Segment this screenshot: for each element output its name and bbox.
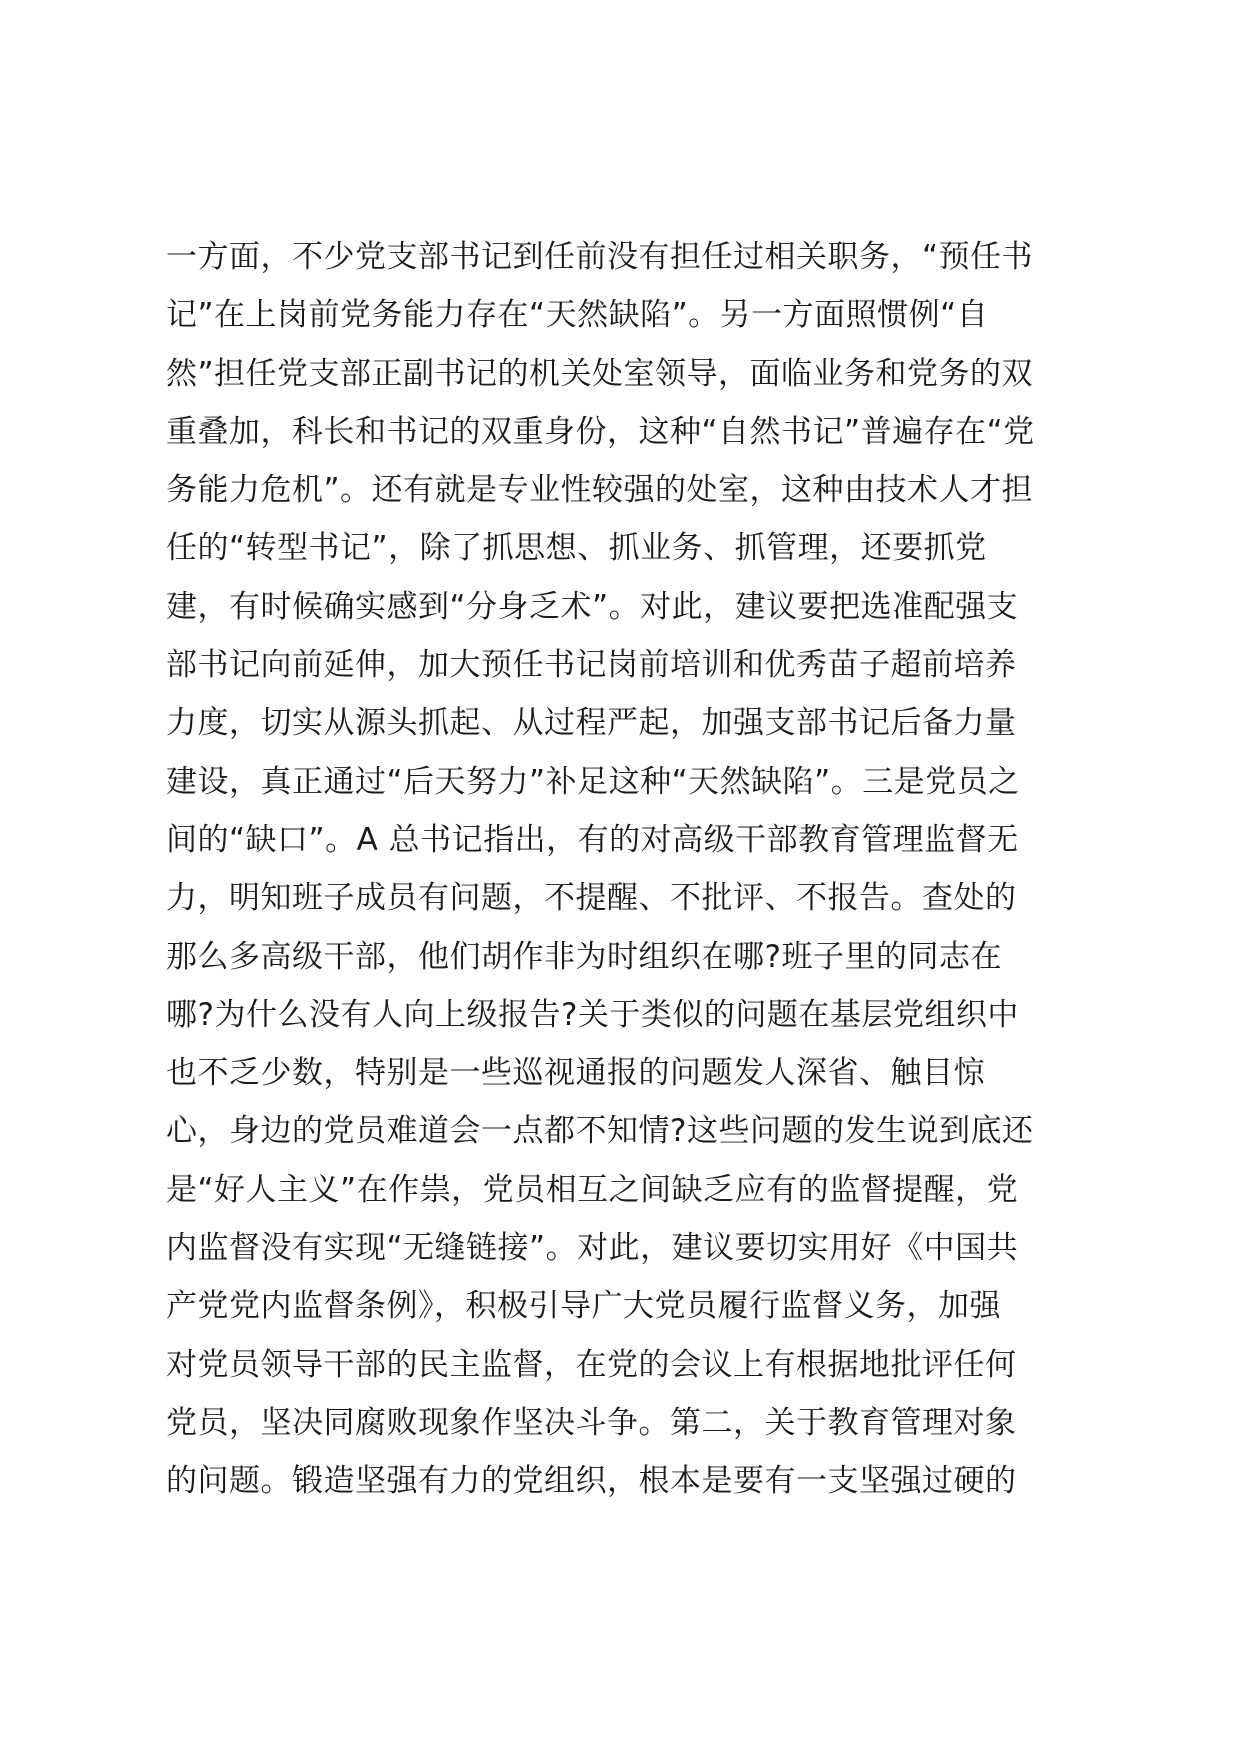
text-line: 重叠加，科长和书记的双重身份，这种“自然书记”普遍存在“党 (166, 413, 1035, 450)
text-line: 一方面，不少党支部书记到任前没有担任过相关职务，“预任书 (166, 239, 1034, 275)
text-line: 的问题。锻造坚强有力的党组织，根本是要有一支坚强过硬的 (166, 1463, 1017, 1500)
text-line: 党员，坚决同腐败现象作坚决斗争。第二，关于教育管理对象 (166, 1404, 1017, 1441)
text-line: 然”担任党支部正副书记的机关处室领导，面临业务和党务的双 (166, 355, 1034, 392)
text-line: 务能力危机”。还有就是专业性较强的处室，这种由技术人才担 (166, 472, 1034, 509)
text-line: 任的“转型书记”，除了抓思想、抓业务、抓管理，还要抓党 (166, 530, 987, 567)
text-line: 部书记向前延伸，加大预任书记岗前培训和优秀苗子超前培养 (166, 647, 1017, 684)
text-line: 建，有时候确实感到“分身乏术”。对此，建议要把选准配强支 (166, 588, 1019, 625)
text-line: 力度，切实从源头抓起、从过程严起，加强支部书记后备力量 (166, 705, 1017, 742)
body-text (166, 228, 1086, 1511)
text-line: 哪?为什么没有人向上级报告?关于类似的问题在基层党组织中 (166, 996, 1019, 1033)
text-line: 内监督没有实现“无缝链接”。对此，建议要切实用好《中国共 (166, 1230, 1019, 1267)
text-line: 对党员领导干部的民主监督，在党的会议上有根据地批评任何 (166, 1346, 1017, 1383)
text-line: 也不乏少数，特别是一些巡视通报的问题发人深省、触目惊 (166, 1055, 985, 1092)
text-line: 力，明知班子成员有问题，不提醒、不批评、不报告。查处的 (166, 880, 1017, 917)
text-line: 那么多高级干部，他们胡作非为时组织在哪?班子里的同志在 (166, 938, 1002, 975)
text-line: 产党党内监督条例》，积极引导广大党员履行监督义务，加强 (166, 1288, 1001, 1325)
text-line: 是“好人主义”在作祟，党员相互之间缺乏应有的监督提醒，党 (166, 1171, 1019, 1208)
text-line: 建设，真正通过“后天努力”补足这种“天然缺陷”。三是党员之 (166, 763, 1020, 800)
text-line: 间的“缺口”。A 总书记指出，有的对高级干部教育管理监督无 (166, 821, 1019, 858)
text-line: 心，身边的党员难道会一点都不知情?这些问题的发生说到底还 (166, 1113, 1034, 1150)
text-line: 记”在上岗前党务能力存在“天然缺陷”。另一方面照惯例“自 (166, 297, 989, 334)
